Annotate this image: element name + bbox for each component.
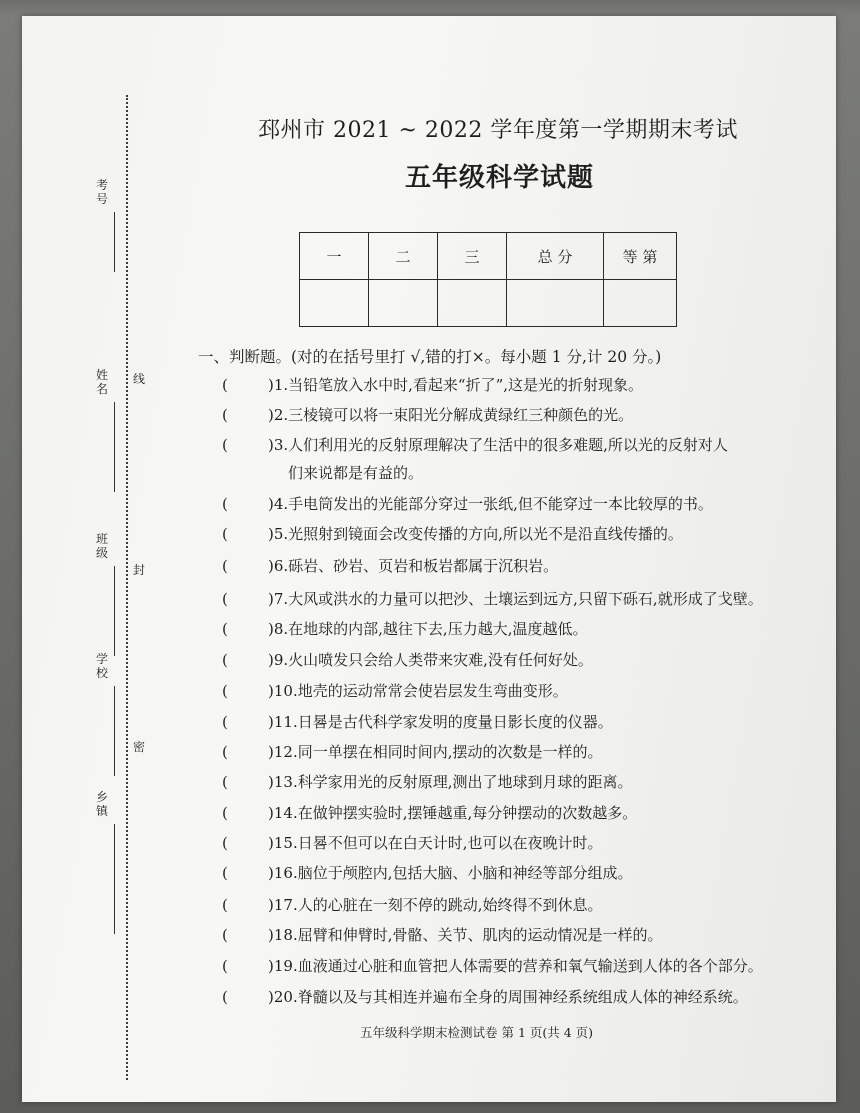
side-field-school[interactable]: [96, 652, 118, 680]
score-header-cell: 等 第: [604, 233, 677, 280]
score-value-cell[interactable]: [507, 280, 604, 327]
question-text: )9.火山喷发只会给人类带来灾难,没有任何好处。: [268, 651, 593, 669]
question-item: [222, 924, 662, 945]
question-item: [222, 555, 558, 576]
fill-line: [114, 402, 115, 492]
fill-line: [114, 824, 115, 934]
binding-word-xian: 线: [133, 372, 146, 386]
question-item: [222, 771, 632, 792]
question-item: [222, 649, 593, 670]
score-header-cell: 二: [369, 233, 438, 280]
question-item: [222, 894, 602, 915]
question-item: [222, 374, 643, 395]
question-item: [222, 523, 683, 544]
answer-paren[interactable]: (: [222, 651, 228, 669]
score-value-cell[interactable]: [300, 280, 369, 327]
binding-dotted-line: [126, 95, 128, 1080]
question-text: )2.三棱镜可以将一束阳光分解成黄绿红三种颜色的光。: [268, 406, 634, 424]
side-field-class[interactable]: [96, 532, 118, 560]
question-text: )11.日晷是古代科学家发明的度量日影长度的仪器。: [268, 713, 613, 731]
score-value-cell[interactable]: [369, 280, 438, 327]
question-text: )10.地壳的运动常常会使岩层发生弯曲变形。: [268, 682, 568, 700]
question-text: )14.在做钟摆实验时,摆锤越重,每分钟摆动的次数越多。: [268, 804, 638, 822]
answer-paren[interactable]: (: [222, 620, 228, 638]
answer-paren[interactable]: (: [222, 525, 228, 543]
exam-subtitle: 五年级科学试题: [405, 163, 595, 193]
score-header-cell: 一: [300, 233, 369, 280]
question-text: )7.大风或洪水的力量可以把沙、土壤运到远方,只留下砾石,就形成了戈壁。: [268, 590, 763, 608]
side-field-township[interactable]: [96, 790, 118, 818]
question-item: [222, 802, 637, 823]
side-label-name: 姓名: [96, 368, 109, 396]
fill-line: [114, 566, 115, 656]
score-table-header-row: [300, 233, 677, 280]
side-label-school: 学校: [96, 652, 109, 680]
side-label-class: 班级: [96, 532, 109, 560]
question-text-continued: 们来说都是有益的。: [288, 464, 424, 482]
answer-paren[interactable]: (: [222, 557, 228, 575]
score-table-value-row: [300, 280, 677, 327]
question-item: [222, 680, 568, 701]
question-text: )5.光照射到镜面会改变传播的方向,所以光不是沿直线传播的。: [268, 525, 683, 543]
answer-paren[interactable]: (: [222, 926, 228, 944]
answer-paren[interactable]: (: [222, 988, 228, 1006]
question-item: [222, 588, 763, 609]
answer-paren[interactable]: (: [222, 804, 228, 822]
section-title: 一、判断题。(对的在括号里打 √,错的打×。每小题 1 分,计 20 分。): [198, 348, 662, 366]
answer-paren[interactable]: (: [222, 957, 228, 975]
question-text: )20.脊髓以及与其相连并遍布全身的周围神经系统组成人体的神经系统。: [268, 988, 748, 1006]
score-header-cell: 总 分: [507, 233, 604, 280]
question-text: )1.当铅笔放入水中时,看起来“折了”,这是光的折射现象。: [268, 376, 644, 394]
score-table: [299, 232, 677, 327]
question-item: [222, 986, 748, 1007]
answer-paren[interactable]: (: [222, 713, 228, 731]
question-text: )8.在地球的内部,越往下去,压力越大,温度越低。: [268, 620, 588, 638]
page-footer: 五年级科学期末检测试卷 第 1 页(共 4 页): [360, 1025, 594, 1040]
side-field-name[interactable]: [96, 368, 118, 396]
question-text: )17.人的心脏在一刻不停的跳动,始终得不到休息。: [268, 896, 603, 914]
answer-paren[interactable]: (: [222, 896, 228, 914]
side-field-exam-number[interactable]: [96, 178, 118, 206]
fill-line: [114, 212, 115, 272]
question-item: [222, 955, 763, 976]
question-item: [222, 862, 632, 883]
score-value-cell[interactable]: [438, 280, 507, 327]
question-item: [222, 434, 728, 482]
fill-line: [114, 686, 115, 776]
answer-paren[interactable]: (: [222, 406, 228, 424]
question-item: [222, 493, 713, 514]
question-text: )3.人们利用光的反射原理解决了生活中的很多难题,所以光的反射对人: [268, 436, 728, 454]
answer-paren[interactable]: (: [222, 743, 228, 761]
binding-word-mi: 密: [133, 740, 146, 754]
question-text: )13.科学家用光的反射原理,测出了地球到月球的距离。: [268, 773, 633, 791]
question-item: [222, 832, 602, 853]
question-text: )4.手电筒发出的光能部分穿过一张纸,但不能穿过一本比较厚的书。: [268, 495, 713, 513]
question-text: )15.日晷不但可以在白天计时,也可以在夜晚计时。: [268, 834, 603, 852]
answer-paren[interactable]: (: [222, 376, 228, 394]
answer-paren[interactable]: (: [222, 495, 228, 513]
question-item: [222, 404, 633, 425]
question-text: )16.脑位于颅腔内,包括大脑、小脑和神经等部分组成。: [268, 864, 633, 882]
question-item: [222, 711, 613, 732]
score-value-cell[interactable]: [604, 280, 677, 327]
question-item: [222, 618, 587, 639]
exam-title: 邳州市 2021 ~ 2022 学年度第一学期期末考试: [258, 118, 738, 143]
side-label-township: 乡镇: [96, 790, 109, 818]
score-header-cell: 三: [438, 233, 507, 280]
side-label-exam-number: 考号: [96, 178, 109, 206]
answer-paren[interactable]: (: [222, 682, 228, 700]
question-text: )18.屈臂和伸臂时,骨骼、关节、肌肉的运动情况是一样的。: [268, 926, 663, 944]
binding-word-feng: 封: [133, 563, 146, 577]
answer-paren[interactable]: (: [222, 590, 228, 608]
answer-paren[interactable]: (: [222, 773, 228, 791]
question-text: )12.同一单摆在相同时间内,摆动的次数是一样的。: [268, 743, 603, 761]
answer-paren[interactable]: (: [222, 436, 228, 454]
answer-paren[interactable]: (: [222, 864, 228, 882]
question-text: )6.砾岩、砂岩、页岩和板岩都属于沉积岩。: [268, 557, 559, 575]
answer-paren[interactable]: (: [222, 834, 228, 852]
question-text: )19.血液通过心脏和血管把人体需要的营养和氧气输送到人体的各个部分。: [268, 957, 763, 975]
question-item: [222, 741, 602, 762]
